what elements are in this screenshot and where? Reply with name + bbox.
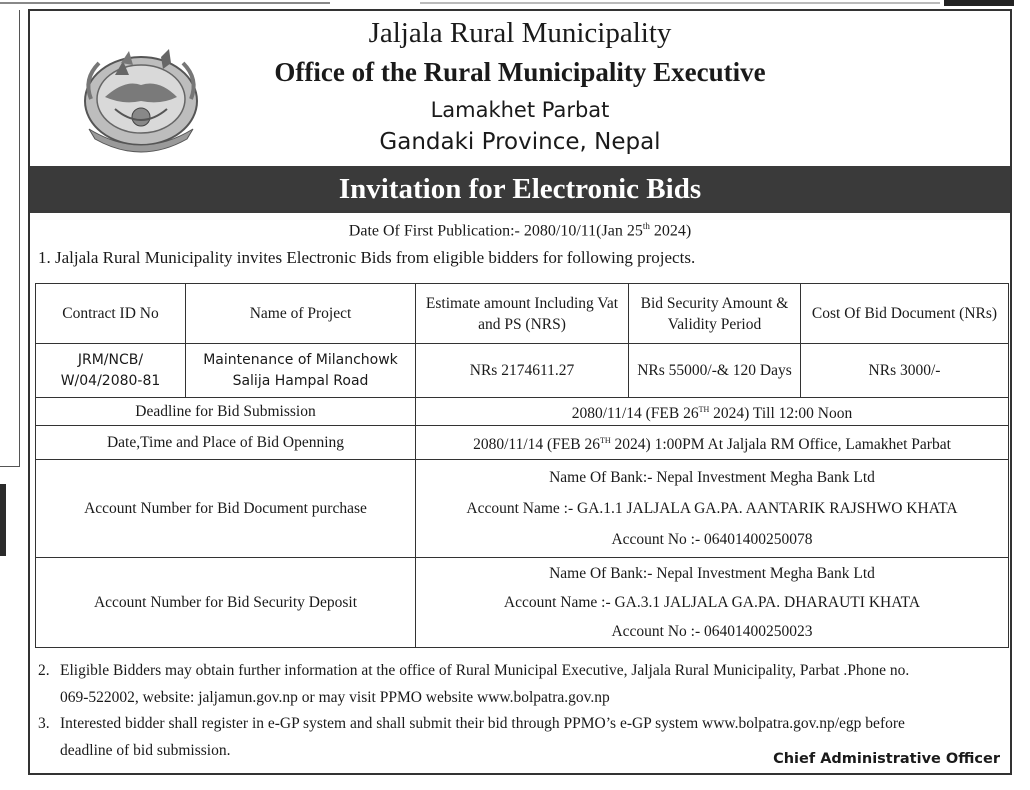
header-estimate: Estimate amount Including Vat and PS (NRS) (416, 284, 629, 344)
ordinal-suffix: TH (698, 405, 710, 414)
publication-date (30, 221, 1010, 240)
adjacent-clipping-line (0, 2, 330, 4)
opening-date: 2080/11/14 (FEB 26 (473, 436, 600, 454)
info-text-1: Eligible Bidders may obtain further information at the office of Rural Municipal Executive, Jaljala Rural Municipality, Parbat .Phone no. (60, 662, 910, 679)
purchase-account-details (416, 460, 1009, 558)
purchase-account-label: Account Number for Bid Document purchase (36, 460, 416, 558)
intro-paragraph: 1. Jaljala Rural Municipality invites Electronic Bids from eligible bidders for following projects. (38, 248, 696, 267)
bid-table (35, 283, 1009, 648)
office-title: Office of the Rural Municipality Executive (274, 57, 766, 87)
purchase-account-number: Account No :- 06401400250078 (611, 531, 813, 549)
adjacent-clipping-column (0, 10, 20, 467)
table-row (36, 344, 1009, 398)
deposit-account-details (416, 558, 1009, 648)
adjacent-clipping-line (420, 2, 940, 4)
purchase-account-row (36, 460, 1009, 558)
deadline-label: Deadline for Bid Submission (36, 398, 416, 426)
deadline-time: 2024) Till 12:00 Noon (709, 405, 853, 423)
purchase-bank-name: Name Of Bank:- Nepal Investment Megha Bank Ltd (549, 469, 875, 487)
signature-title: Chief Administrative Officer (773, 751, 1000, 767)
deposit-account-label: Account Number for Bid Security Deposit (36, 558, 416, 648)
registration-text-1: Interested bidder shall register in e-GP system and shall submit their bid through PPMO’s e-GP system www.bolpatra.gov.np/egp before (60, 715, 905, 732)
publication-date-tail: 2024) (649, 222, 692, 240)
opening-time-place: 2024) 1:00PM At Jaljala RM Office, Lamakhet Parbat (610, 436, 951, 454)
registration-text-2: deadline of bid submission. (60, 742, 231, 759)
deposit-bank-name: Name Of Bank:- Nepal Investment Megha Bank Ltd (549, 565, 875, 583)
document-cost-cell: NRs 3000/- (801, 344, 1009, 398)
item-number: 3. (38, 715, 50, 732)
deadline-date: 2080/11/14 (FEB 26 (571, 405, 699, 423)
header-bid-security: Bid Security Amount & Validity Period (629, 284, 801, 344)
info-line-1 (38, 657, 1006, 684)
header-document-cost: Cost Of Bid Document (NRs) (801, 284, 1009, 344)
deadline-value (416, 398, 1009, 426)
table-header-row (36, 284, 1009, 344)
opening-row (36, 426, 1009, 460)
deposit-account-row (36, 558, 1009, 648)
deadline-row (36, 398, 1009, 426)
publication-date-text: Date Of First Publication:- 2080/10/11(Jan 25 (348, 222, 643, 240)
deposit-account-number: Account No :- 06401400250023 (611, 623, 813, 641)
contract-id-cell: JRM/NCB/ W/04/2080-81 (36, 344, 186, 398)
bid-security-cell: NRs 55000/-& 120 Days (629, 344, 801, 398)
registration-line-1 (38, 710, 1006, 737)
deposit-account-name: Account Name :- GA.3.1 JALJALA GA.PA. DHARAUTI KHATA (503, 594, 921, 612)
ordinal-suffix: TH (599, 436, 611, 446)
project-name-cell: Maintenance of Milanchowk Salija Hampal Road (186, 344, 416, 398)
notice-banner: Invitation for Electronic Bids (30, 166, 1010, 213)
ordinal-suffix: th (642, 221, 650, 231)
municipality-title: Jaljala Rural Municipality (368, 17, 672, 49)
bid-notice (28, 9, 1012, 775)
opening-value (416, 426, 1009, 460)
estimate-cell: NRs 2174611.27 (416, 344, 629, 398)
info-text-2: 069-522002, website: jaljamun.gov.np or may visit PPMO website www.bolpatra.gov.np (60, 689, 610, 706)
opening-label: Date,Time and Place of Bid Openning (36, 426, 416, 460)
adjacent-clipping-block (944, 0, 1014, 6)
header-project-name: Name of Project (186, 284, 416, 344)
info-paragraph (38, 657, 1006, 711)
adjacent-clipping-block (0, 484, 6, 556)
header-contract-id: Contract ID No (36, 284, 186, 344)
item-number: 2. (38, 662, 50, 679)
location-text: Lamakhet Parbat (430, 98, 610, 122)
province-text: Gandaki Province, Nepal (379, 129, 661, 155)
purchase-account-name: Account Name :- GA.1.1 JALJALA GA.PA. AANTARIK RAJSHWO KHATA (466, 500, 958, 518)
